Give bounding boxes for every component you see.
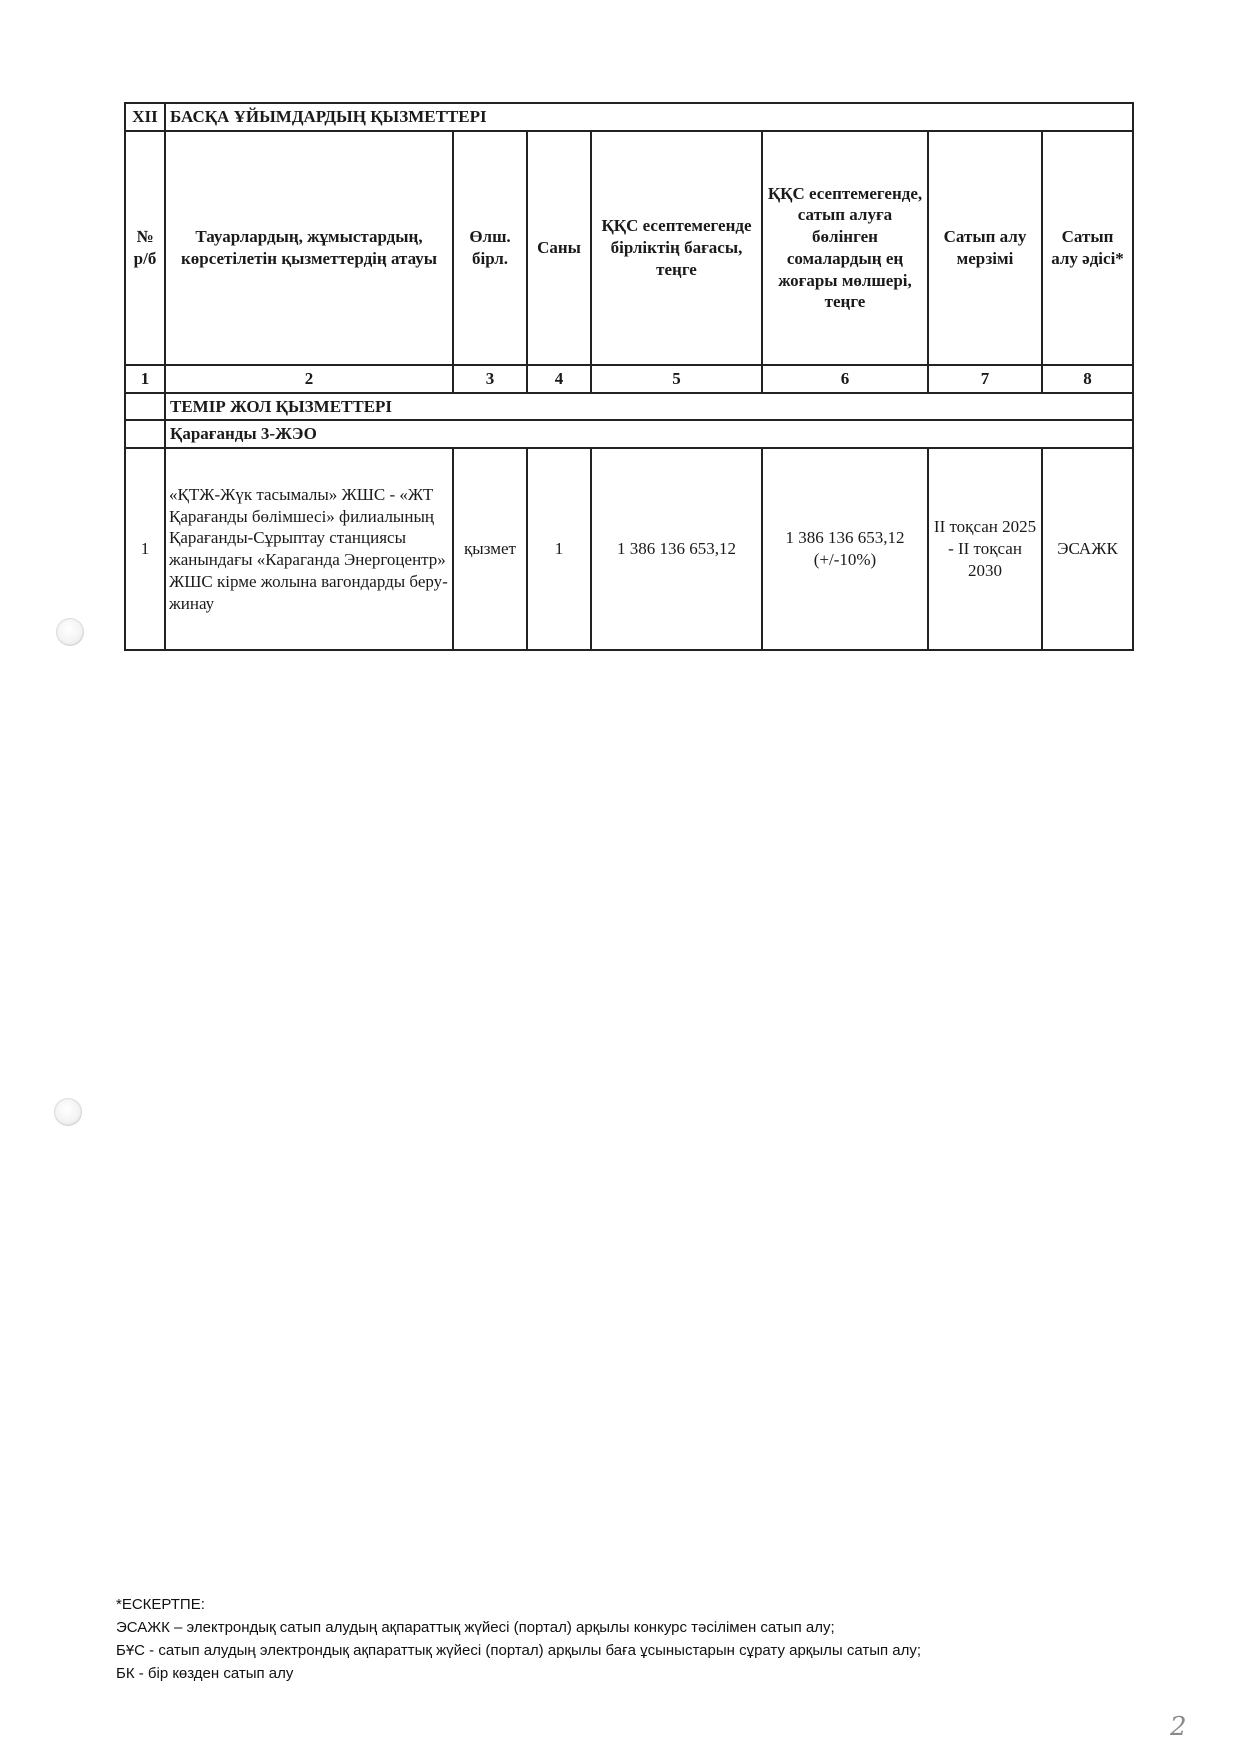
- subgroup-empty-cell: [125, 420, 165, 448]
- row-method: ЭСАЖК: [1042, 448, 1133, 650]
- column-headers-row: [125, 131, 1133, 365]
- column-number: 8: [1042, 365, 1133, 393]
- column-number: 7: [928, 365, 1042, 393]
- header-qty: Саны: [527, 131, 591, 365]
- row-unit: қызмет: [453, 448, 527, 650]
- section-header-row: [125, 103, 1133, 131]
- header-max-amount: ҚҚС есептемегенде, сатып алуға бөлінген сомалардың ең жоғары мөлшері, теңге: [762, 131, 928, 365]
- page-number-handwritten: 2: [1170, 1712, 1187, 1742]
- row-unit-price: 1 386 136 653,12: [591, 448, 762, 650]
- footnote-line: ЭСАЖК – электрондық сатып алудың ақпараттық жүйесі (портал) арқылы конкурс тәсілімен сатып алу;: [116, 1619, 835, 1636]
- punch-hole-bottom: [54, 1098, 82, 1126]
- row-name: «ҚТЖ-Жүк тасымалы» ЖШС - «ЖТ Қарағанды бөлімшесі» филиалының Қарағанды-Сұрыптау станциясы жанындағы «Караганда Энергоцентр» ЖШС кірме жолына вагондарды беру-жинау: [165, 448, 453, 650]
- punch-hole-top: [56, 618, 84, 646]
- table-row: [125, 448, 1133, 650]
- subgroup-title: Қарағанды 3-ЖЭО: [165, 420, 1133, 448]
- header-unit-price: ҚҚС есептемегенде бірліктің бағасы, теңге: [591, 131, 762, 365]
- header-unit: Өлш. бірл.: [453, 131, 527, 365]
- row-max-amount: [762, 448, 928, 650]
- header-method: Сатып алу әдісі*: [1042, 131, 1133, 365]
- row-qty: 1: [527, 448, 591, 650]
- row-period: II тоқсан 2025 - II тоқсан 2030: [928, 448, 1042, 650]
- section-number: XII: [125, 103, 165, 131]
- column-number: 3: [453, 365, 527, 393]
- column-number: 4: [527, 365, 591, 393]
- column-number: 6: [762, 365, 928, 393]
- row-max-amount-note: (+/-10%): [813, 550, 877, 569]
- column-numbers-row: [125, 365, 1133, 393]
- group-title: ТЕМІР ЖОЛ ҚЫЗМЕТТЕРІ: [165, 393, 1133, 421]
- group-empty-cell: [125, 393, 165, 421]
- column-number: 2: [165, 365, 453, 393]
- footnote-line: БК - бір көзден сатып алу: [116, 1665, 294, 1682]
- column-number: 1: [125, 365, 165, 393]
- header-num: № р/б: [125, 131, 165, 365]
- column-number: 5: [591, 365, 762, 393]
- footnotes: [116, 1593, 921, 1685]
- header-name: Тауарлардың, жұмыстардың, көрсетілетін қызметтердің атауы: [165, 131, 453, 365]
- footnote-line: БҰС - сатып алудың электрондық ақпараттық жүйесі (портал) арқылы баға ұсыныстарын сұрату арқылы сатып алу;: [116, 1642, 922, 1659]
- footnotes-heading: *ЕСКЕРТПЕ:: [116, 1596, 205, 1613]
- header-period: Сатып алу мерзімі: [928, 131, 1042, 365]
- group-row: [125, 393, 1133, 421]
- subgroup-row: [125, 420, 1133, 448]
- procurement-table: [124, 102, 1134, 651]
- section-title: БАСҚА ҰЙЫМДАРДЫҢ ҚЫЗМЕТТЕРІ: [165, 103, 1133, 131]
- row-max-amount-value: 1 386 136 653,12: [785, 528, 905, 548]
- row-num: 1: [125, 448, 165, 650]
